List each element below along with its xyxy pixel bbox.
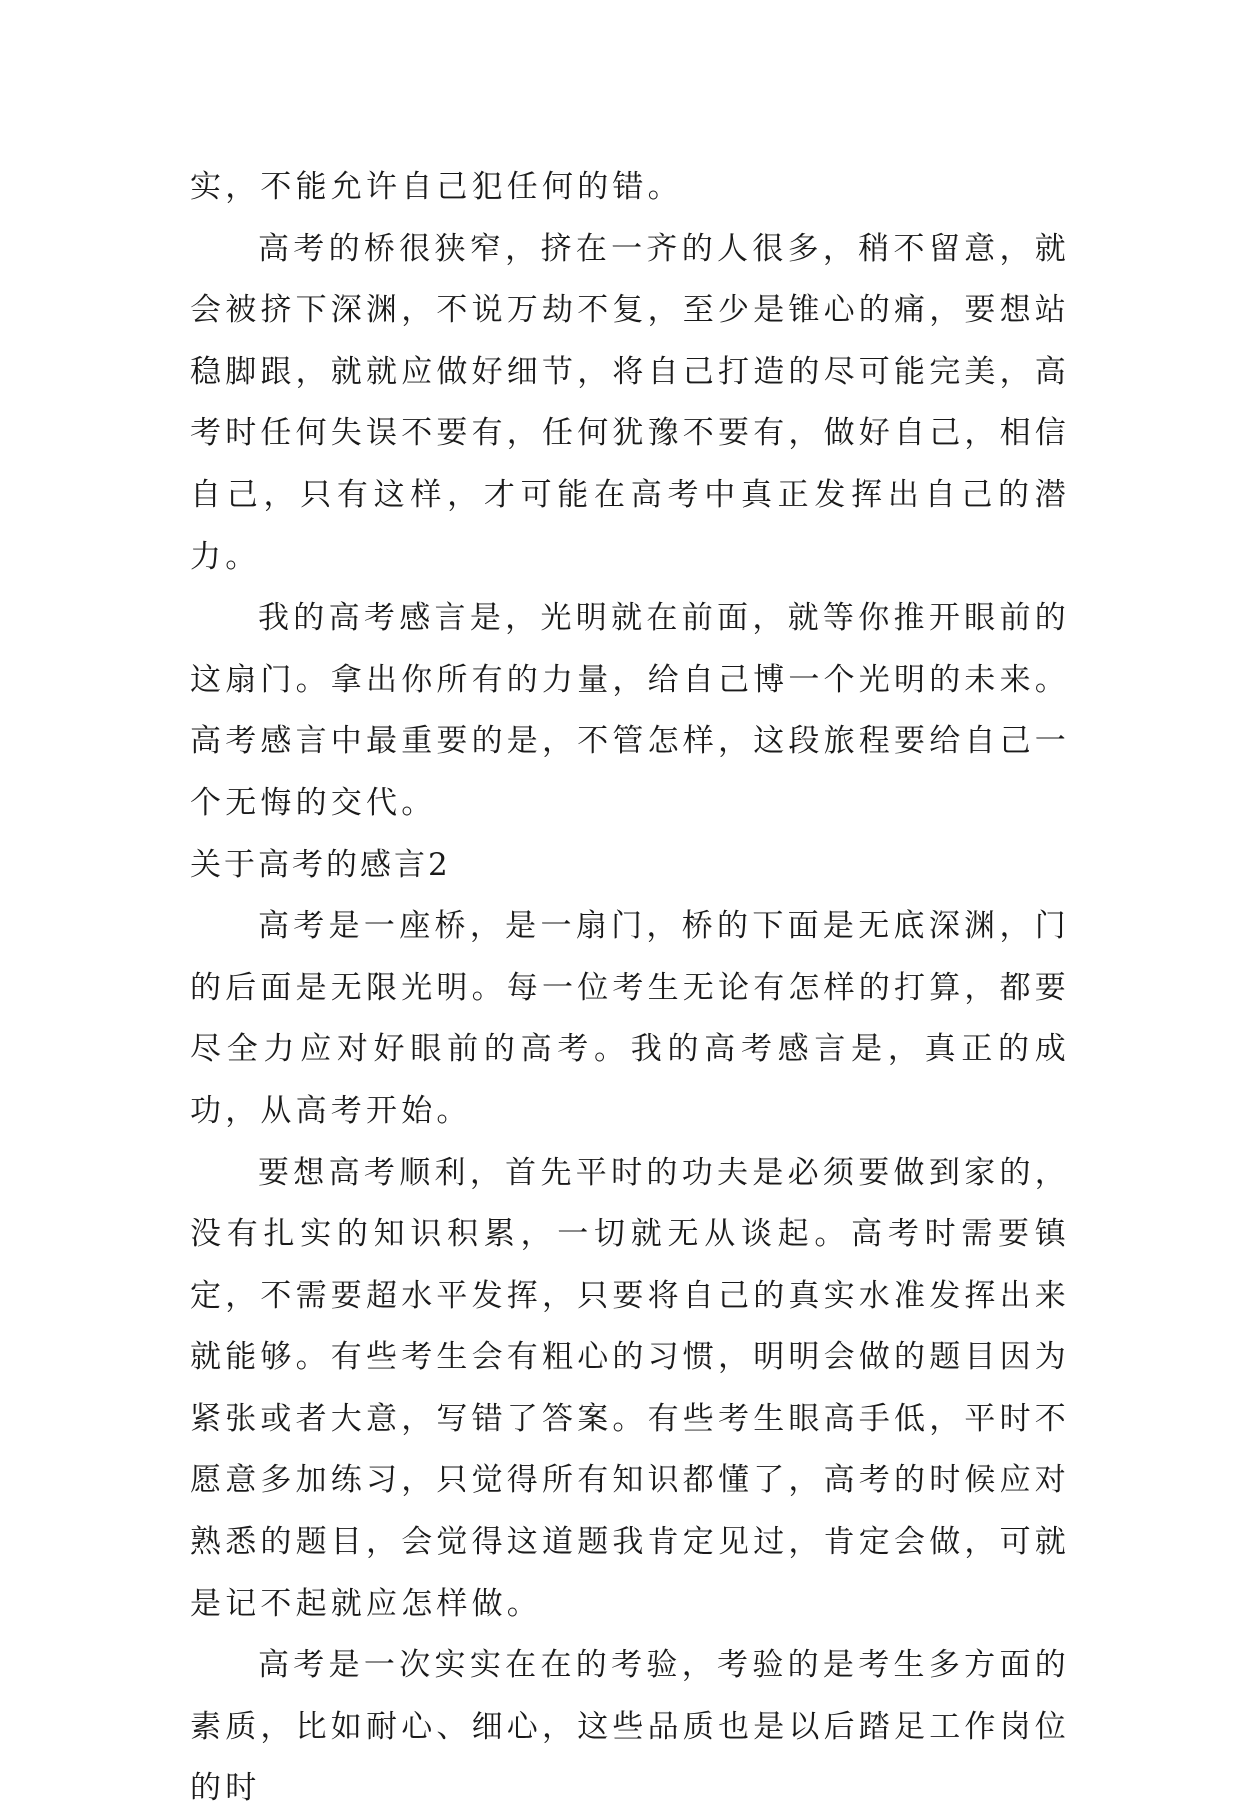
- document-body: [190, 157, 1070, 1820]
- paragraph-bridge-and-door: 高考是一座桥，是一扇门，桥的下面是无底深渊，门的后面是无限光明。每一位考生无论有怎样的打算，都要尽全力应对好眼前的高考。我的高考感言是，真正的成功，从高考开始。: [190, 908, 1070, 1129]
- paragraph-daily-effort: 要想高考顺利，首先平时的功夫是必须要做到家的，没有扎实的知识积累，一切就无从谈起。高考时需要镇定，不需要超水平发挥，只要将自己的真实水准发挥出来就能够。有些考生会有粗心的习惯，明明会做的题目因为紧张或者大意，写错了答案。有些考生眼高手低，平时不愿意多加练习，只觉得所有知识都懂了，高考的时候应对熟悉的题目，会觉得这道题我肯定见过，肯定会做，可就是记不起就应怎样做。: [190, 1154, 1070, 1622]
- paragraph-light-ahead: 我的高考感言是，光明就在前面，就等你推开眼前的这扇门。拿出你所有的力量，给自己博一个光明的未来。高考感言中最重要的是，不管怎样，这段旅程要给自己一个无悔的交代。: [190, 600, 1070, 821]
- paragraph-continuation: 实，不能允许自己犯任何的错。: [190, 169, 683, 205]
- paragraph-narrow-bridge: 高考的桥很狭窄，挤在一齐的人很多，稍不留意，就会被挤下深渊，不说万劫不复，至少是锥心的痛，要想站稳脚跟，就就应做好细节，将自己打造的尽可能完美，高考时任何失误不要有，任何犹豫不要有，做好自己，相信自己，只有这样，才可能在高考中真正发挥出自己的潜力。: [190, 230, 1070, 575]
- section-heading: 关于高考的感言2: [190, 846, 451, 883]
- paragraph-real-test: 高考是一次实实在在的考验，考验的是考生多方面的素质，比如耐心、细心，这些品质也是以后踏足工作岗位的时: [190, 1647, 1070, 1807]
